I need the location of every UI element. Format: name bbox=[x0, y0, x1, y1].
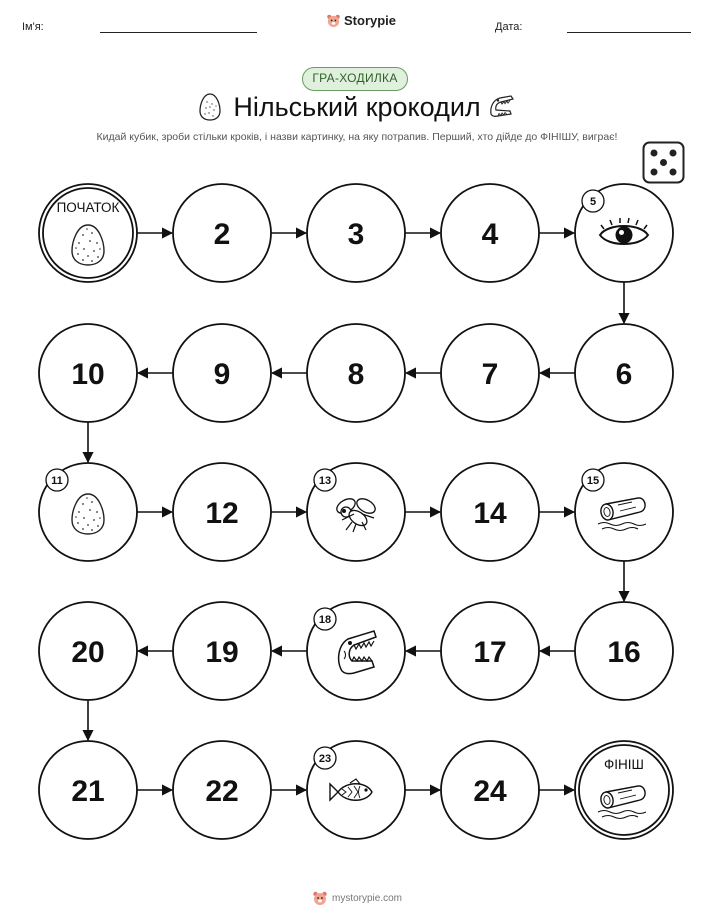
board-cell-15 bbox=[575, 463, 673, 561]
board-cell-3 bbox=[307, 184, 405, 282]
cell-number: 22 bbox=[205, 775, 239, 808]
board-cell-13 bbox=[307, 463, 405, 561]
name-label: Ім'я: bbox=[22, 21, 44, 33]
start-cell bbox=[39, 184, 137, 282]
finish-label: ФІНІШ bbox=[604, 757, 644, 772]
cell-number: 6 bbox=[615, 358, 633, 391]
footer-bear-icon bbox=[312, 890, 328, 906]
page-title: Нільський крокодил bbox=[233, 92, 481, 122]
cell-number: 17 bbox=[473, 636, 507, 669]
instructions: Кидай кубик, зроби стільки кроків, і назви картинку, на яку потрапив. Перший, хто дійде до ФІНІШУ, виграє! bbox=[96, 131, 618, 143]
cell-number: 16 bbox=[607, 636, 641, 669]
cell-number: 9 bbox=[213, 358, 231, 391]
footer bbox=[0, 890, 714, 906]
board-cell-7 bbox=[441, 324, 539, 422]
cell-number: 8 bbox=[347, 358, 365, 391]
board-cell-6 bbox=[575, 324, 673, 422]
cell-number: 15 bbox=[586, 475, 600, 487]
board-cell-24 bbox=[441, 741, 539, 839]
game-type-badge: ГРА-ХОДИЛКА bbox=[302, 67, 408, 91]
cell-number: 3 bbox=[347, 218, 365, 251]
board-cell-16 bbox=[575, 602, 673, 700]
cell-number: 11 bbox=[51, 475, 63, 487]
board-cell-9 bbox=[173, 324, 271, 422]
board-cell-14 bbox=[441, 463, 539, 561]
cell-number: 14 bbox=[473, 497, 507, 530]
board-cell-11 bbox=[39, 463, 137, 561]
board-cell-2 bbox=[173, 184, 271, 282]
cell-number: 4 bbox=[481, 218, 499, 251]
cell-number: 12 bbox=[205, 497, 239, 530]
board-cell-22 bbox=[173, 741, 271, 839]
footer-site: mystorypie.com bbox=[331, 892, 402, 904]
date-label: Дата: bbox=[495, 21, 523, 33]
cell-number: 19 bbox=[205, 636, 239, 669]
board-cell-20 bbox=[39, 602, 137, 700]
cell-number: 18 bbox=[318, 614, 332, 626]
cell-number: 2 bbox=[213, 218, 231, 251]
board-cell-12 bbox=[173, 463, 271, 561]
cell-number: 5 bbox=[589, 196, 597, 208]
board-cell-10 bbox=[39, 324, 137, 422]
brand-name: Storypie bbox=[344, 13, 397, 28]
board-cell-4 bbox=[441, 184, 539, 282]
board-cell-17 bbox=[441, 602, 539, 700]
board-cell-18 bbox=[307, 602, 405, 700]
board-cell-8 bbox=[307, 324, 405, 422]
board-cell-21 bbox=[39, 741, 137, 839]
cell-number: 13 bbox=[318, 475, 332, 487]
cell-number: 21 bbox=[71, 775, 105, 808]
cell-number: 7 bbox=[481, 358, 499, 391]
cell-number: 20 bbox=[71, 636, 105, 669]
board-cell-5 bbox=[575, 184, 673, 282]
cell-number: 24 bbox=[473, 775, 507, 808]
finish-cell bbox=[575, 741, 673, 839]
cell-number: 23 bbox=[318, 753, 332, 765]
cell-number: 10 bbox=[71, 358, 105, 391]
start-label: ПОЧАТОК bbox=[56, 200, 120, 215]
board-cell-23 bbox=[307, 741, 405, 839]
board-cell-19 bbox=[173, 602, 271, 700]
